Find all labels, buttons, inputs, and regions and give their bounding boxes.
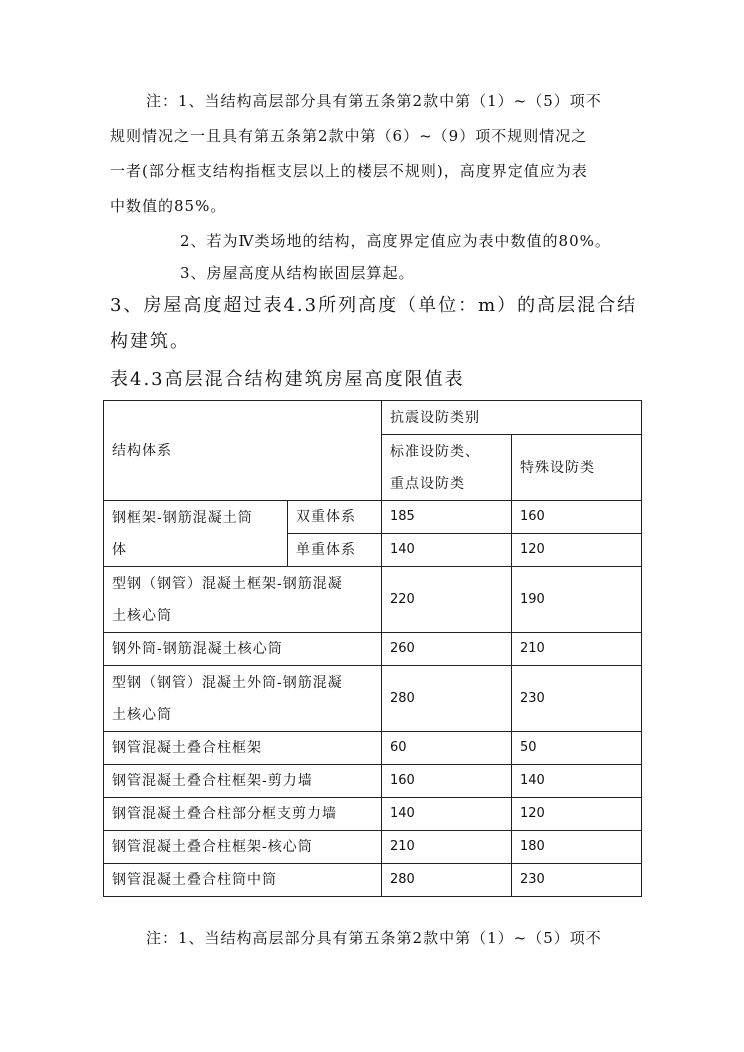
- row-special-value: 140: [512, 765, 642, 798]
- row-name: [104, 567, 382, 633]
- header-standard-line1: 标准设防类、: [390, 443, 480, 460]
- note1-line2: 规则情况之一且具有第五条第2款中第（6）~（9）项不规则情况之: [110, 127, 588, 145]
- note1-line4: 中数值的85%。: [110, 197, 227, 215]
- table-row: [104, 501, 642, 534]
- note3: 3、房屋高度从结构嵌固层算起。: [180, 264, 415, 282]
- row-name: 钢管混凝土叠合柱框架: [104, 732, 382, 765]
- table-row: [104, 864, 642, 897]
- table-row: [104, 666, 642, 732]
- table-header-row: [104, 401, 642, 435]
- row-special-value: 120: [512, 798, 642, 831]
- row-name: 钢管混凝土叠合柱框架-核心筒: [104, 831, 382, 864]
- bottom-note1-line1: 注：1、当结构高层部分具有第五条第2款中第（1）~（5）项不: [146, 929, 602, 947]
- note1-line1: 注：1、当结构高层部分具有第五条第2款中第（1）~（5）项不: [146, 92, 602, 110]
- row-standard-value: 280: [382, 864, 512, 897]
- header-category-group: 抗震设防类别: [382, 401, 642, 435]
- table-row: [104, 633, 642, 666]
- row-special-value: 120: [512, 534, 642, 567]
- row-subsystem: 双重体系: [288, 501, 382, 534]
- row-name-line1: 钢框架-钢筋混凝土筒: [112, 509, 253, 526]
- row-special-value: 180: [512, 831, 642, 864]
- row-special-value: 210: [512, 633, 642, 666]
- item3-line2: 构建筑。: [110, 331, 190, 352]
- row-special-value: 230: [512, 666, 642, 732]
- header-standard-line2: 重点设防类: [390, 475, 465, 492]
- row-standard-value: 260: [382, 633, 512, 666]
- row-name: 钢外筒-钢筋混凝土核心筒: [104, 633, 382, 666]
- row-name-line1: 型钢（钢管）混凝土框架-钢筋混凝: [112, 575, 343, 592]
- row-name-line1: 型钢（钢管）混凝土外筒-钢筋混凝: [112, 674, 343, 691]
- row-standard-value: 160: [382, 765, 512, 798]
- note1-line3: 一者(部分框支结构指框支层以上的楼层不规则)，高度界定值应为表: [110, 162, 588, 180]
- row-standard-value: 185: [382, 501, 512, 534]
- item3-line1: 3、房屋高度超过表4.3所列高度（单位：m）的高层混合结: [110, 295, 638, 316]
- row-name: [104, 501, 288, 567]
- row-name: 钢管混凝土叠合柱筒中筒: [104, 864, 382, 897]
- row-standard-value: 280: [382, 666, 512, 732]
- table-row: [104, 831, 642, 864]
- row-special-value: 160: [512, 501, 642, 534]
- table-row: [104, 732, 642, 765]
- row-name: 钢管混凝土叠合柱部分框支剪力墙: [104, 798, 382, 831]
- header-standard: [382, 435, 512, 501]
- row-name: 钢管混凝土叠合柱框架-剪力墙: [104, 765, 382, 798]
- header-structure-system: 结构体系: [104, 401, 382, 501]
- row-special-value: 50: [512, 732, 642, 765]
- row-standard-value: 140: [382, 798, 512, 831]
- row-special-value: 230: [512, 864, 642, 897]
- row-standard-value: 220: [382, 567, 512, 633]
- table-row: [104, 765, 642, 798]
- table-row: [104, 798, 642, 831]
- row-standard-value: 140: [382, 534, 512, 567]
- height-limit-table: [103, 400, 642, 897]
- note2: 2、若为Ⅳ类场地的结构，高度界定值应为表中数值的80%。: [180, 232, 611, 250]
- row-special-value: 190: [512, 567, 642, 633]
- row-name-line2: 土核心筒: [112, 706, 172, 723]
- row-subsystem: 单重体系: [288, 534, 382, 567]
- table-row: [104, 567, 642, 633]
- header-special: 特殊设防类: [512, 435, 642, 501]
- row-name-line2: 土核心筒: [112, 607, 172, 624]
- row-name: [104, 666, 382, 732]
- row-standard-value: 60: [382, 732, 512, 765]
- row-name-line2: 体: [112, 541, 127, 558]
- table-caption: 表4.3高层混合结构建筑房屋高度限值表: [110, 369, 465, 390]
- row-standard-value: 210: [382, 831, 512, 864]
